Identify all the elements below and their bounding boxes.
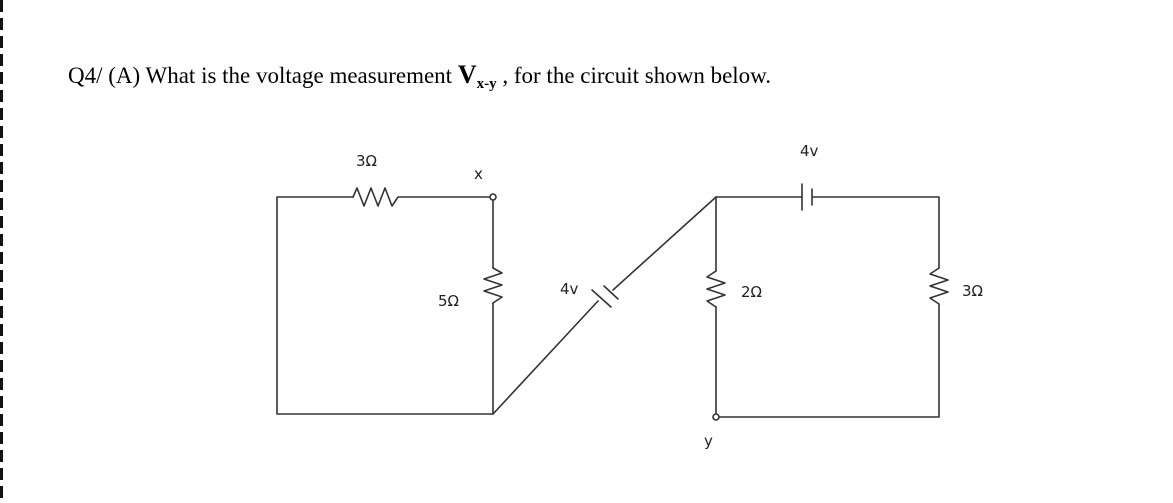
label-5ohm: 5Ω [438, 292, 460, 310]
resistor-3ohm-top-left [353, 188, 495, 206]
question-suffix: , for the circuit shown below. [496, 63, 772, 88]
label-4v-diagonal: 4v [560, 280, 579, 298]
resistor-5ohm [484, 268, 502, 303]
wire-right-bottom [716, 304, 939, 417]
label-node-x: x [474, 165, 483, 183]
resistor-3ohm-right [930, 268, 948, 304]
label-2ohm: 2Ω [741, 283, 763, 301]
label-3ohm-right: 3Ω [962, 282, 984, 300]
voltage-symbol: V [457, 60, 477, 89]
terminal-y [713, 414, 719, 420]
label-4v-top: 4v [800, 142, 819, 160]
voltage-subscript: x-y [476, 76, 497, 92]
label-node-y: y [704, 432, 713, 450]
wire-diagonal-upper [613, 197, 716, 290]
resistor-2ohm [707, 271, 725, 307]
wire-diagonal-lower [493, 301, 598, 414]
wire-top-right [812, 197, 939, 268]
terminal-x [490, 194, 496, 200]
label-3ohm-top-left: 3Ω [356, 152, 378, 170]
wire-left-loop [277, 197, 493, 414]
question-prefix: Q4/ (A) What is the voltage measurement [68, 63, 458, 88]
